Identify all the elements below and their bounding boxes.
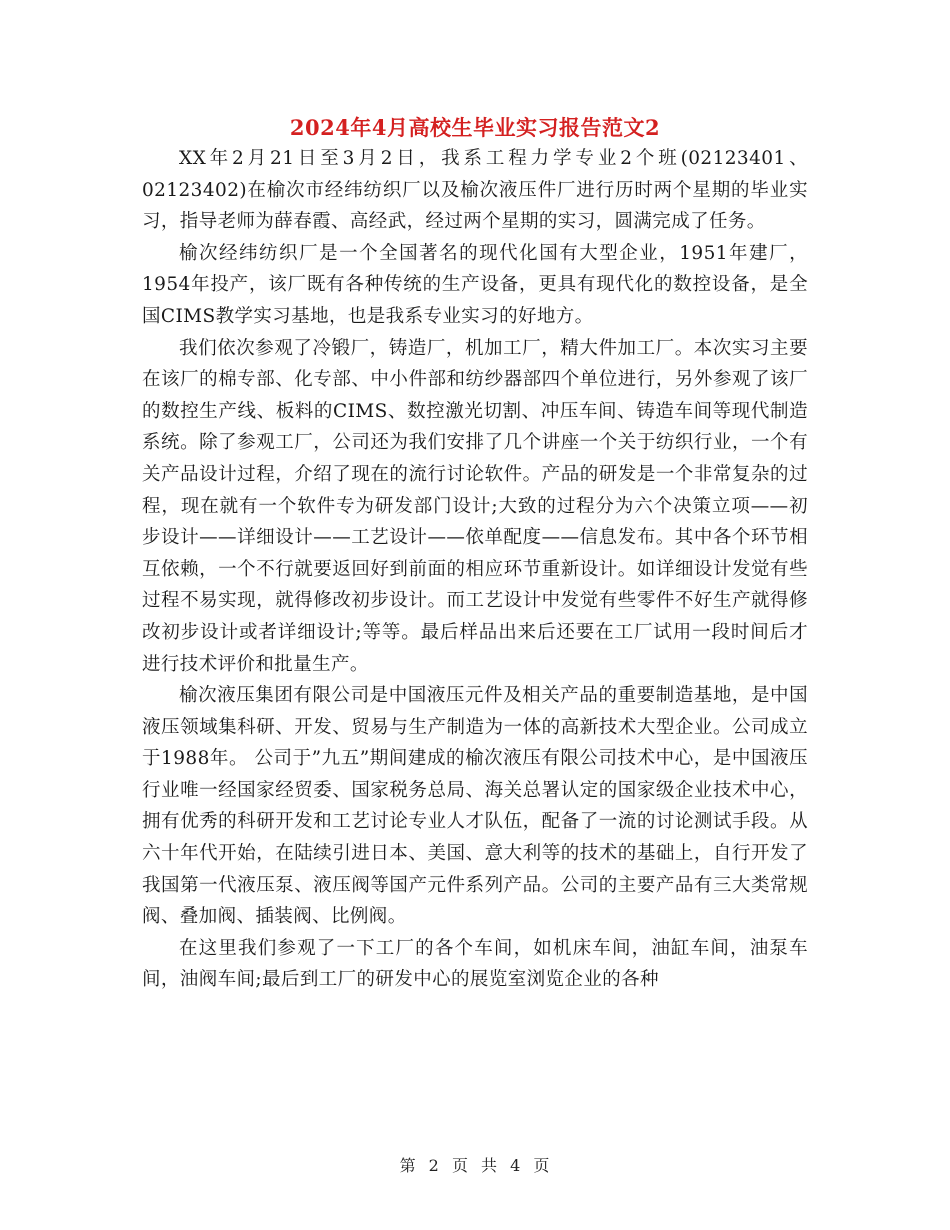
document-title: 2024年4月高校生毕业实习报告范文2 [289,115,661,140]
paragraph-4: 榆次液压集团有限公司是中国液压元件及相关产品的重要制造基地，是中国液压领域集科研、开发、贸易与生产制造为一体的高新技术大型企业。公司成立于1988年。 公司于”九五”期间建成的榆次液压有限公司技术中心，是中国液压行业唯一经国家经贸委、国家税务总局、海关总署认定的国家级企业技术中心，拥有优秀的科研开发和工艺讨论专业人才队伍，配备了一流的讨论测试手段。从六十年代开始，在陆续引进日本、美国、意大利等的技术的基础上，自行开发了我国第一代液压泵、液压阀等国产元件系列产品。公司的主要产品有三大类常规阀、叠加阀、插装阀、比例阀。 [142,685,808,928]
paragraph-2: 榆次经纬纺织厂是一个全国著名的现代化国有大型企业，1951年建厂，1954年投产，该厂既有各种传统的生产设备，更具有现代化的数控设备，是全国CIMS教学实习基地，也是我系专业实习的好地方。 [142,242,808,327]
document-body [142,143,808,996]
page-number-footer: 第 2 页 共 4 页 [399,1156,551,1175]
paragraph-3: 我们依次参观了冷锻厂，铸造厂，机加工厂，精大件加工厂。本次实习主要在该厂的棉专部、化专部、中小件部和纺纱器部四个单位进行，另外参观了该厂的数控生产线、板料的CIMS、数控激光切割、冲压车间、铸造车间等现代制造系统。除了参观工厂，公司还为我们安排了几个讲座一个关于纺织行业，一个有关产品设计过程，介绍了现在的流行讨论软件。产品的研发是一个非常复杂的过程，现在就有一个软件专为研发部门设计;大致的过程分为六个决策立项——初步设计——详细设计——工艺设计——依单配度——信息发布。其中各个环节相互依赖，一个不行就要返回好到前面的相应环节重新设计。如详细设计发觉有些过程不易实现，就得修改初步设计。而工艺设计中发觉有些零件不好生产就得修改初步设计或者详细设计;等等。最后样品出来后还要在工厂试用一段时间后才进行技术评价和批量生产。 [142,337,808,675]
paragraph-5: 在这里我们参观了一下工厂的各个车间，如机床车间，油缸车间，油泵车间，油阀车间;最后到工厂的研发中心的展览室浏览企业的各种 [142,937,808,991]
paragraph-1: XX年2月21日至3月2日，我系工程力学专业2个班(02123401、02123402)在榆次市经纬纺织厂以及榆次液压件厂进行历时两个星期的毕业实习，指导老师为薛春霞、高经武，经过两个星期的实习，圆满完成了任务。 [142,148,808,233]
